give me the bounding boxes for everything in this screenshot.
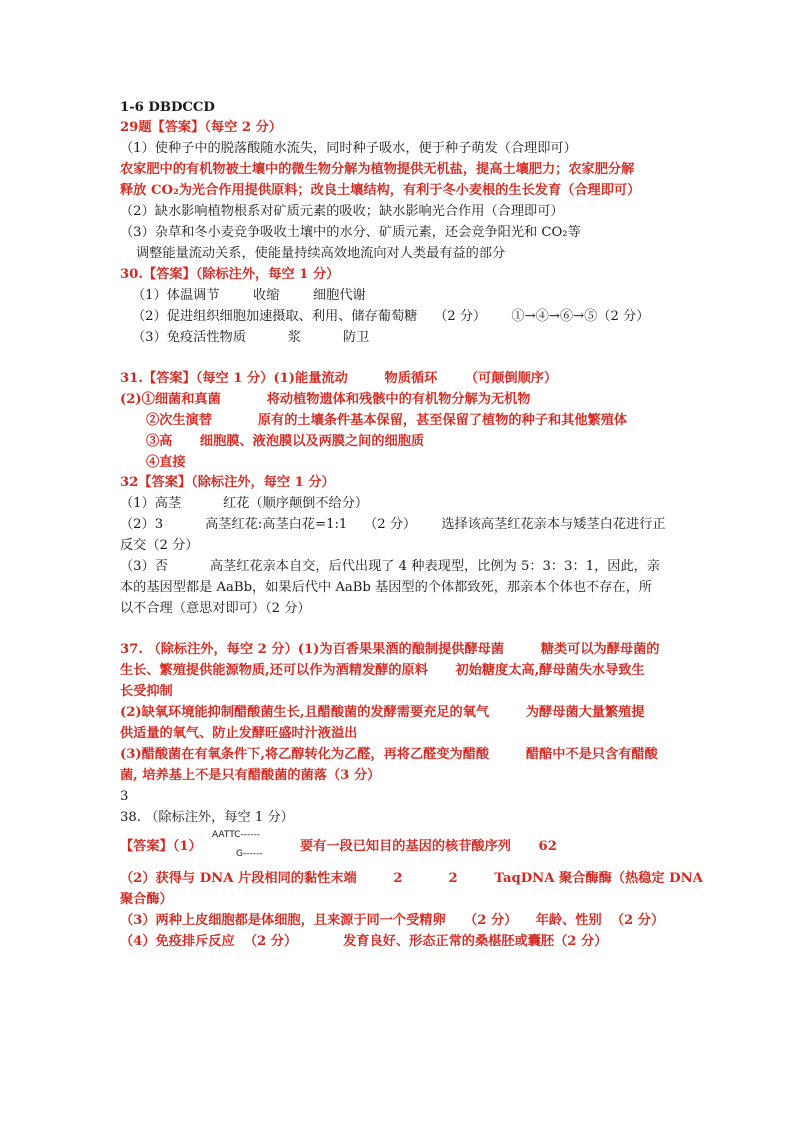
q32-part1: （1）高茎 红花（顺序颠倒不给分） [120,496,369,511]
q32-header: 32【答案】（除标注外，每空 1 分） [120,475,335,490]
q30-header: 30.【答案】（除标注外，每空 1 分） [120,267,340,282]
q29-part3-cont: 调整能量流动关系，使能量持续高效地流向对人类最有益的部分 [136,246,506,261]
q31-header: 31.【答案】（每空 1 分）(1)能量流动 物质循环 （可颠倒顺序） [120,371,558,386]
q32-part2-cont: 反交（2 分） [120,538,199,553]
q31-part2-3: ③高 细胞膜、液泡膜以及两膜之间的细胞质 [146,434,425,449]
q31-part2-4: ④直接 [146,455,186,470]
q37-part3: (3)醋酸菌在有氧条件下,将乙醇转化为乙醛，再将乙醛变为醋酸 醋醅中不是只含有醋酸 [120,747,658,762]
q38-part3: （3）两种上皮细胞都是体细胞，且来源于同一个受精卵 （2 分） 年龄、性别 （2 分） [120,913,665,928]
q29-part1-cont1: 农家肥中的有机物被土壤中的微生物分解为植物提供无机盐，提高土壤肥力；农家肥分解 [120,162,635,177]
q37-part1-cont1: 生长、繁殖提供能源物质,还可以作为酒精发酵的原料 初始糖度太高,酵母菌失水导致生 [120,663,645,678]
q38-part2-cont: 聚合酶） [120,892,173,907]
q32-part3-cont2: 以不合理（意思对即可）（2 分） [120,601,311,616]
sticky-end-bottom-strand: G------ [236,849,263,859]
q38-part2: （2）获得与 DNA 片段相同的黏性末端 2 2 TaqDNA 聚合酶酶（热稳定 DNA [120,871,703,886]
q30-part2: （2）促进组织细胞加速摄取、利用、储存葡萄糖 （2 分） ①→④→⑥→⑤（2 分） [132,309,650,324]
q38-answer-label: 【答案】（1） [120,839,202,854]
q37-part2: (2)缺氧环境能抑制醋酸菌生长,且醋酸菌的发酵需要充足的氧气 为酵母菌大量繁殖提 [120,705,645,720]
q29-part1: （1）使种子中的脱落酸随水流失，同时种子吸水，便于种子萌发（合理即可） [120,141,577,156]
q38-part1: 要有一段已知目的基因的核苷酸序列 62 [300,839,557,854]
q31-part2-1: (2)①细菌和真菌 将动植物遗体和残骸中的有机物分解为无机物 [120,392,531,407]
q30-part3: （3）免疫活性物质 浆 防卫 [132,330,370,345]
q37-part1-cont2: 长受抑制 [120,684,173,699]
q32-part3-cont1: 本的基因型都是 AaBb，如果后代中 AaBb 基因型的个体都致死，那亲本个体也不存在，所 [120,580,652,595]
q37-part1: 37. （除标注外，每空 2 分）(1)为百香果果酒的酿制提供酵母菌 糖类可以为酵母菌的 [120,642,660,657]
q37-part2-cont: 供适量的氧气、防止发酵旺盛时汁液溢出 [120,726,358,741]
q38-part4: （4）免疫排斥反应 （2 分） 发育良好、形态正常的桑椹胚或囊胚（2 分） [120,934,608,949]
stray-number: 3 [120,789,129,804]
q30-part1: （1）体温调节 收缩 细胞代谢 [132,288,366,303]
q32-part3: （3）否 高茎红花亲本自交，后代出现了 4 种表现型，比例为 5：3：3：1，因此，亲 [120,559,661,574]
mc-answers: 1-6 DBDCCD [120,100,215,115]
q29-part2: （2）缺水影响植物根系对矿质元素的吸收；缺水影响光合作用（合理即可） [120,204,564,219]
q29-header: 29题【答案】（每空 2 分） [120,120,282,135]
q38-header: 38. （除标注外，每空 1 分） [120,810,294,825]
q29-part3: （3）杂草和冬小麦竞争吸收土壤中的水分、矿质元素，还会竞争阳光和 CO₂等 [120,225,581,240]
q31-part2-2: ②次生演替 原有的土壤条件基本保留，甚至保留了植物的种子和其他繁殖体 [146,413,628,428]
sticky-end-top-strand: AATTC------ [212,830,260,840]
q37-part3-cont: 菌, 培养基上不是只有醋酸菌的菌落（3 分） [120,768,381,783]
q29-part1-cont2: 释放 CO₂为光合作用提供原料；改良土壤结构，有利于冬小麦根的生长发育（合理即可） [120,183,641,198]
q32-part2: （2）3 高茎红花:高茎白花=1:1 （2 分） 选择该高茎红花亲本与矮茎白花进行正 [120,517,666,532]
